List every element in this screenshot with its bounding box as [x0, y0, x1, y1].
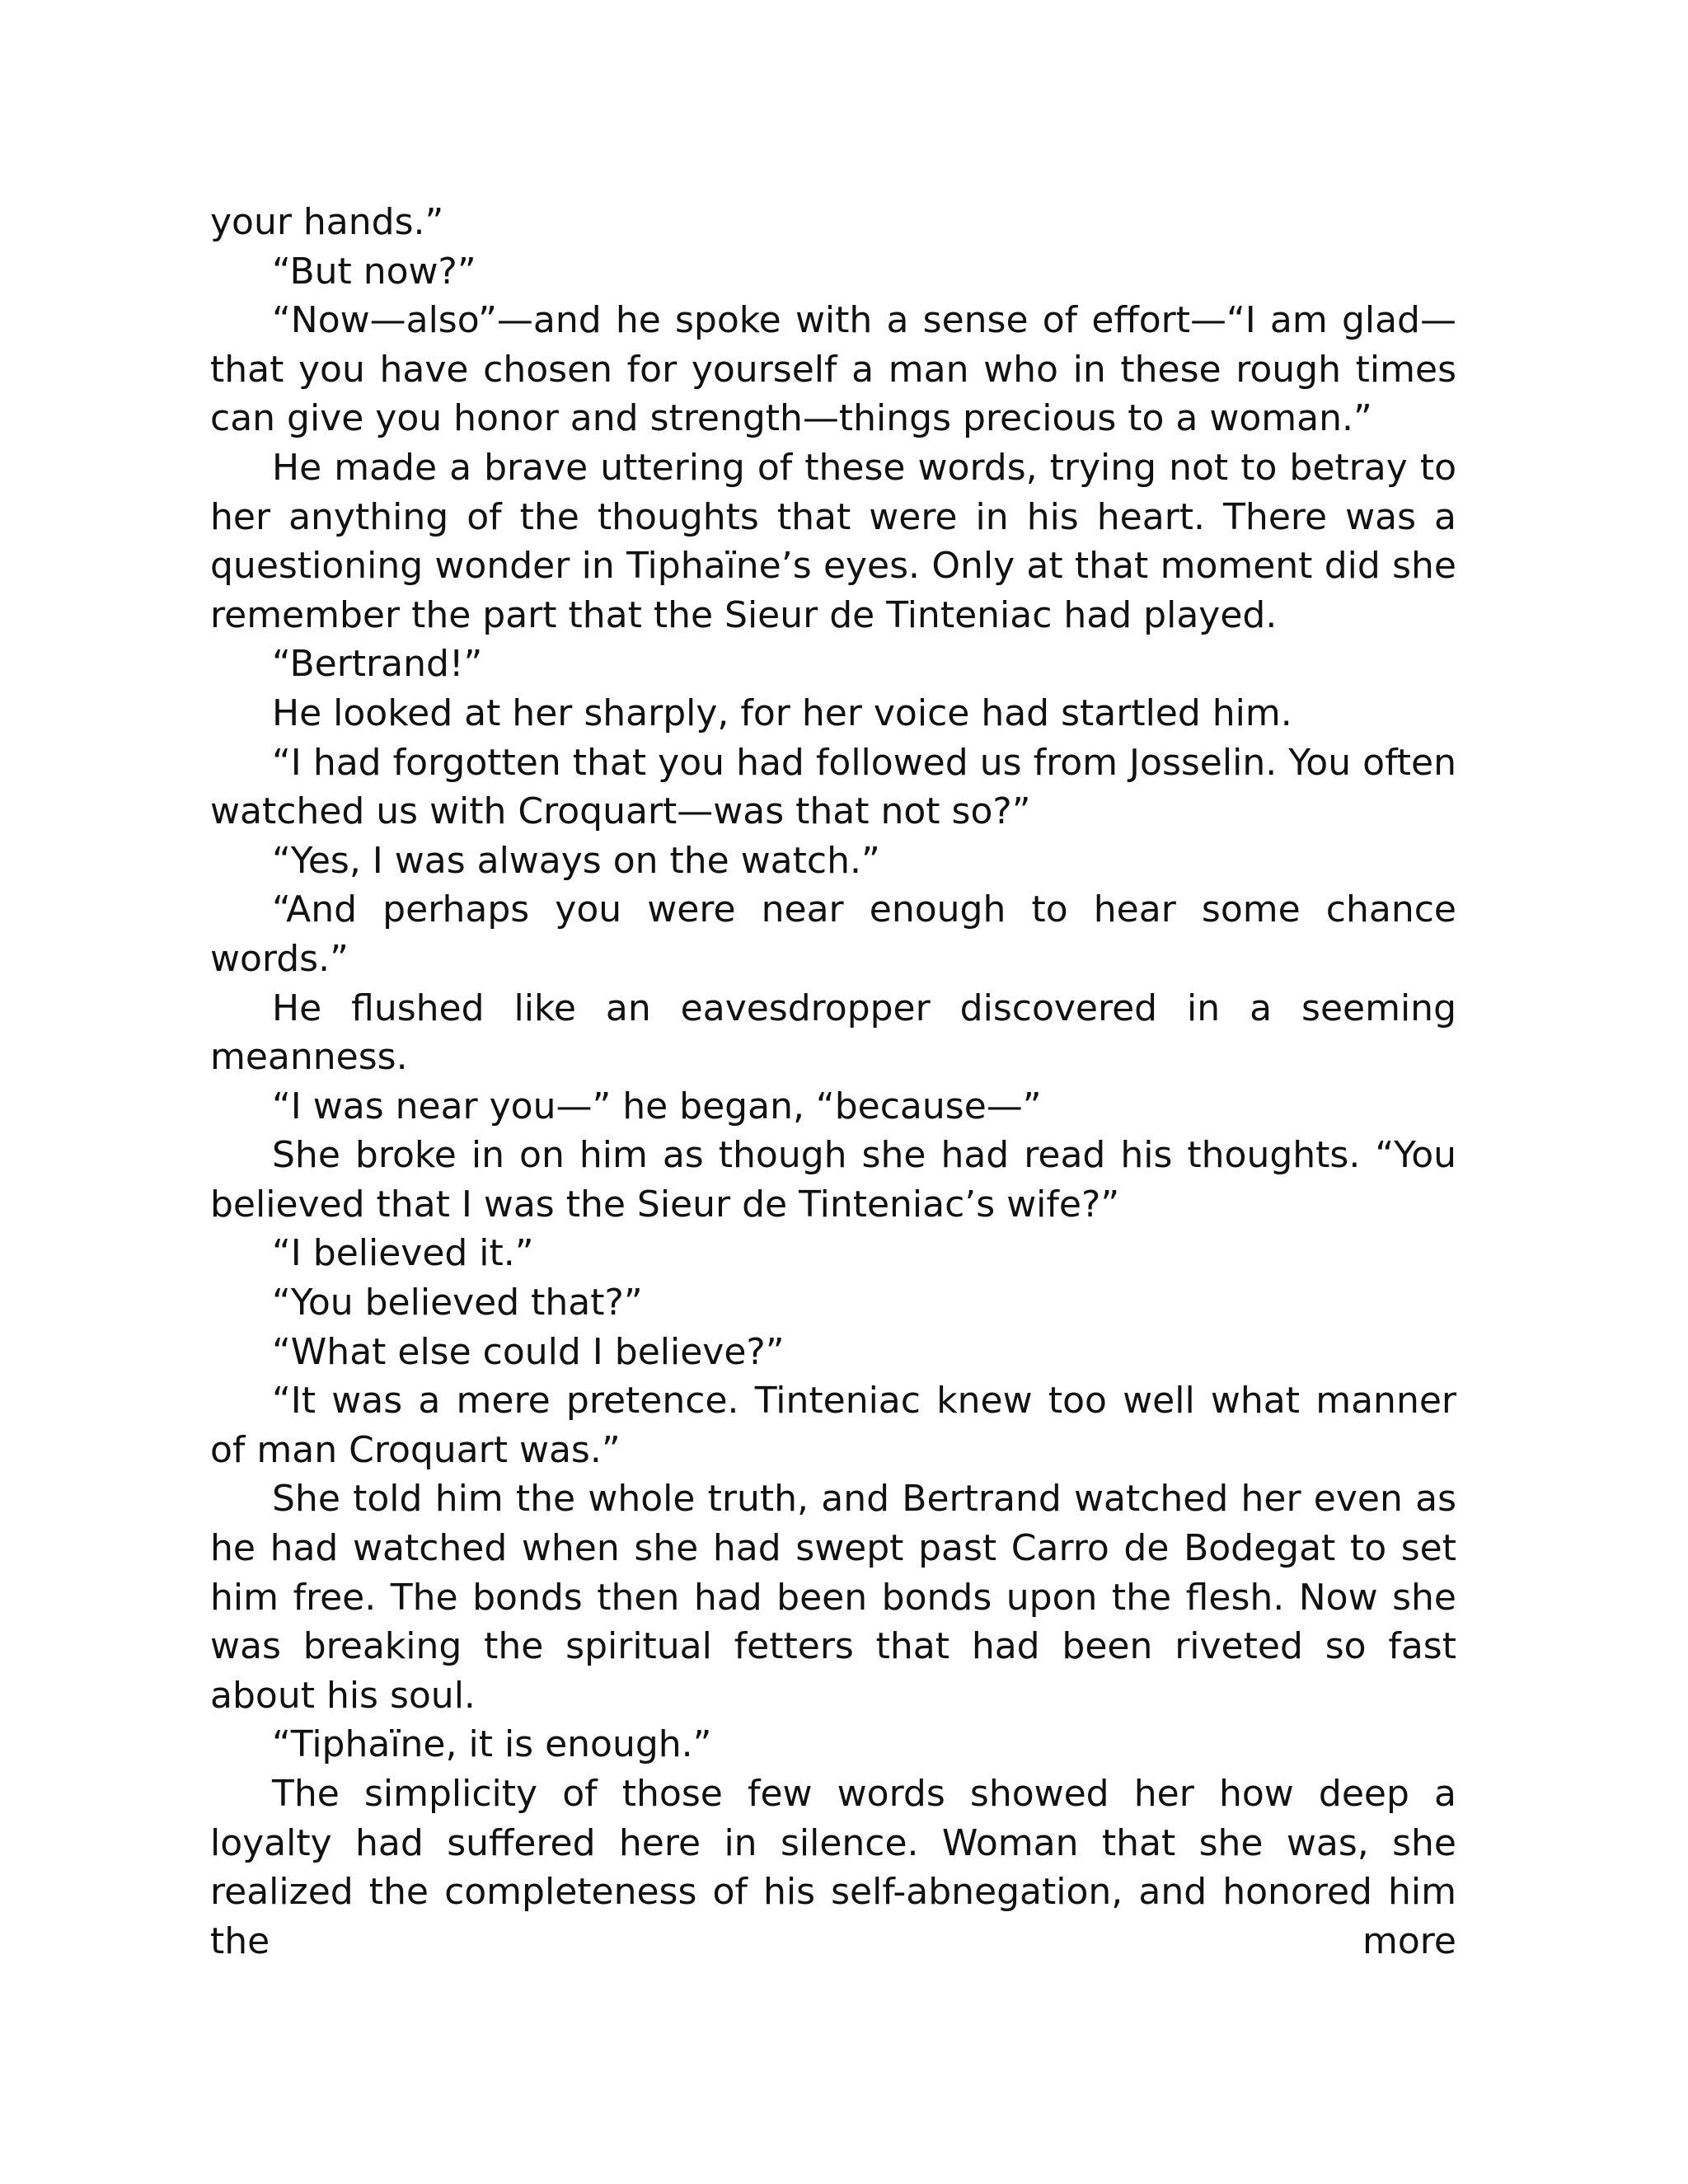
paragraph: “You believed that?”: [272, 1282, 643, 1324]
paragraph: “I believed it.”: [272, 1232, 534, 1275]
paragraph: “I had forgotten that you had followed us from Josselin. You often watched us with Croquart—was that not so?”: [210, 741, 1456, 833]
page-text: [210, 198, 1456, 1966]
paragraph: “Tiphaïne, it is enough.”: [272, 1723, 712, 1766]
paragraph: She broke in on him as though she had read his thoughts. “You believed that I was the Sieur de Tinteniac’s wife?”: [210, 1134, 1456, 1226]
paragraph: “Now—also”—and he spoke with a sense of effort—“I am glad—that you have chosen for yourself a man who in these rough times can give you honor and strength—things precious to a woman.”: [210, 299, 1456, 440]
paragraph: He made a brave uttering of these words, trying not to betray to her anything of the thoughts that were in his heart. There was a questioning wonder in Tiphaïne’s eyes. Only at that moment did she remember the part that the Sieur de Tinteniac had played.: [210, 446, 1456, 636]
paragraph: “It was a mere pretence. Tinteniac knew too well what manner of man Croquart was.”: [210, 1380, 1456, 1471]
paragraph: The simplicity of those few words showed her how deep a loyalty had suffered here in silence. Woman that she was, she realized the completeness of his self-abnegation, and honored him the more: [210, 1773, 1456, 1962]
paragraph: “What else could I believe?”: [272, 1330, 785, 1373]
paragraph: He looked at her sharply, for her voice had startled him.: [272, 691, 1292, 734]
paragraph: “But now?”: [272, 250, 476, 293]
paragraph: “I was near you—” he began, “because—”: [272, 1085, 1042, 1127]
paragraph: He flushed like an eavesdropper discovered in a seeming meanness.: [210, 987, 1456, 1079]
paragraph: She told him the whole truth, and Bertrand watched her even as he had watched when she had swept past Carro de Bodegat to set him free. The bonds then had been bonds upon the flesh. Now she was breaking the spiritual fetters that had been riveted so fast about his soul.: [210, 1478, 1456, 1717]
paragraph: your hands.”: [210, 201, 444, 243]
paragraph: “And perhaps you were near enough to hear some chance words.”: [210, 888, 1456, 980]
paragraph: “Yes, I was always on the watch.”: [272, 839, 880, 882]
paragraph: “Bertrand!”: [272, 643, 483, 686]
